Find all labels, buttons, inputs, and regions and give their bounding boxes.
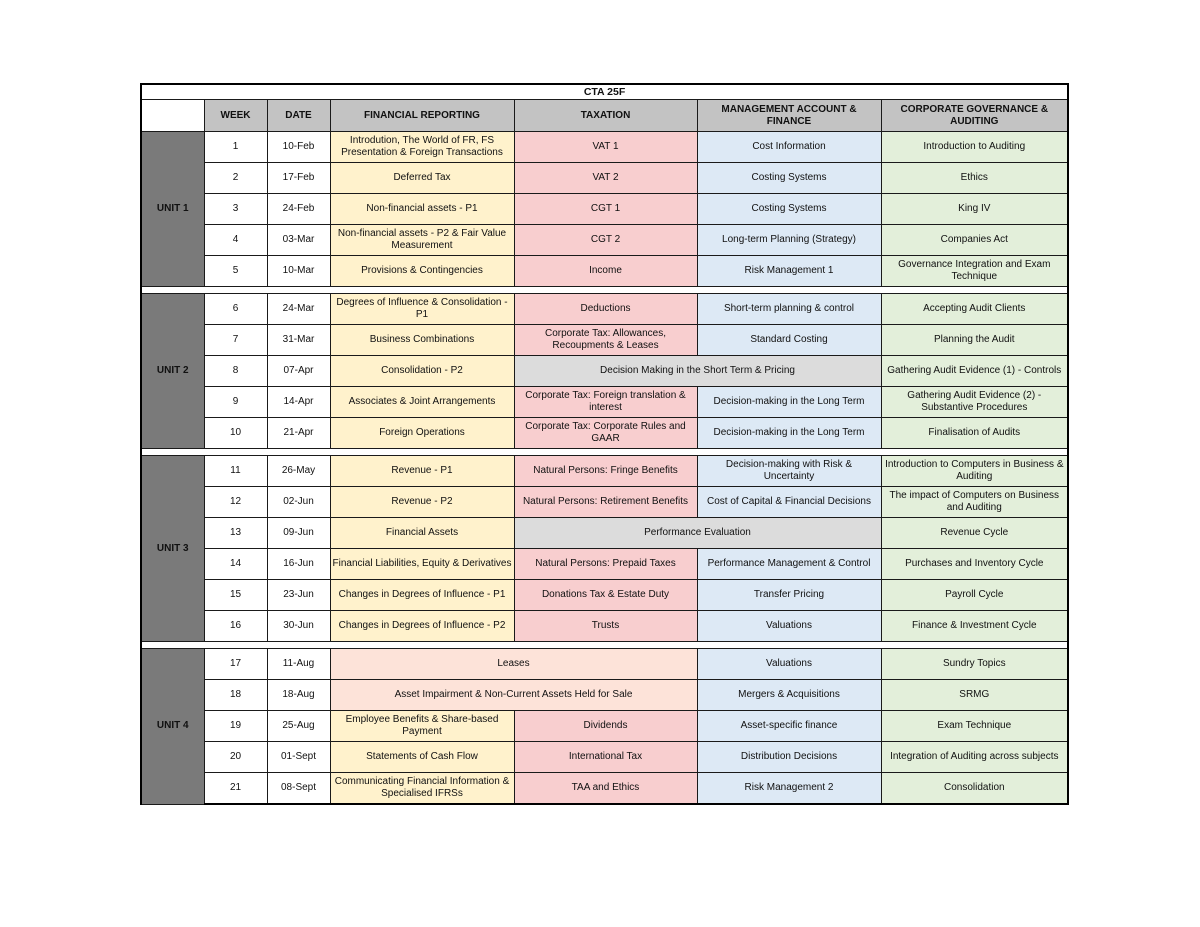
management-accounting-cell: Valuations <box>697 649 881 680</box>
date-cell: 26-May <box>267 456 330 487</box>
week-cell: 13 <box>204 518 267 549</box>
financial-reporting-cell: Employee Benefits & Share-based Payment <box>330 711 514 742</box>
taxation-cell: VAT 1 <box>514 132 697 163</box>
management-accounting-cell: Costing Systems <box>697 163 881 194</box>
financial-reporting-cell: Changes in Degrees of Influence - P1 <box>330 580 514 611</box>
unit-label: UNIT 3 <box>141 456 204 642</box>
header-management-accounting: MANAGEMENT ACCOUNT & FINANCE <box>697 100 881 132</box>
week-cell: 20 <box>204 742 267 773</box>
taxation-cell: Corporate Tax: Foreign translation & interest <box>514 387 697 418</box>
taxation-cell: Natural Persons: Prepaid Taxes <box>514 549 697 580</box>
date-cell: 02-Jun <box>267 487 330 518</box>
management-accounting-cell: Long-term Planning (Strategy) <box>697 225 881 256</box>
taxation-cell: Trusts <box>514 611 697 642</box>
week-cell: 6 <box>204 294 267 325</box>
table-row <box>141 649 1068 680</box>
management-accounting-cell: Valuations <box>697 611 881 642</box>
date-cell: 09-Jun <box>267 518 330 549</box>
financial-reporting-cell: Deferred Tax <box>330 163 514 194</box>
header-date: DATE <box>267 100 330 132</box>
week-cell: 1 <box>204 132 267 163</box>
unit-separator <box>141 642 1068 649</box>
financial-reporting-cell: Financial Liabilities, Equity & Derivatives <box>330 549 514 580</box>
management-accounting-cell: Cost of Capital & Financial Decisions <box>697 487 881 518</box>
table-row <box>141 580 1068 611</box>
corporate-governance-cell: Gathering Audit Evidence (2) - Substantive Procedures <box>881 387 1068 418</box>
week-cell: 11 <box>204 456 267 487</box>
management-accounting-cell: Risk Management 2 <box>697 773 881 805</box>
date-cell: 01-Sept <box>267 742 330 773</box>
separator-cell <box>141 642 1068 649</box>
management-accounting-cell: Transfer Pricing <box>697 580 881 611</box>
week-cell: 3 <box>204 194 267 225</box>
date-cell: 31-Mar <box>267 325 330 356</box>
date-cell: 10-Feb <box>267 132 330 163</box>
table-row <box>141 194 1068 225</box>
management-accounting-cell: Risk Management 1 <box>697 256 881 287</box>
corporate-governance-cell: Accepting Audit Clients <box>881 294 1068 325</box>
date-cell: 17-Feb <box>267 163 330 194</box>
separator-cell <box>141 287 1068 294</box>
week-cell: 12 <box>204 487 267 518</box>
management-accounting-cell: Costing Systems <box>697 194 881 225</box>
corporate-governance-cell: Introduction to Auditing <box>881 132 1068 163</box>
week-cell: 4 <box>204 225 267 256</box>
financial-reporting-cell: Degrees of Influence & Consolidation - P1 <box>330 294 514 325</box>
taxation-cell: Corporate Tax: Allowances, Recoupments & Leases <box>514 325 697 356</box>
unit-label: UNIT 1 <box>141 132 204 287</box>
financial-reporting-taxation-cell: Leases <box>330 649 697 680</box>
table-row <box>141 256 1068 287</box>
taxation-cell: Income <box>514 256 697 287</box>
management-accounting-cell: Cost Information <box>697 132 881 163</box>
date-cell: 24-Mar <box>267 294 330 325</box>
financial-reporting-cell: Consolidation - P2 <box>330 356 514 387</box>
taxation-cell: Corporate Tax: Corporate Rules and GAAR <box>514 418 697 449</box>
table-row <box>141 611 1068 642</box>
date-cell: 14-Apr <box>267 387 330 418</box>
taxation-cell: Natural Persons: Retirement Benefits <box>514 487 697 518</box>
week-cell: 21 <box>204 773 267 805</box>
week-cell: 16 <box>204 611 267 642</box>
week-cell: 19 <box>204 711 267 742</box>
date-cell: 16-Jun <box>267 549 330 580</box>
table-row <box>141 294 1068 325</box>
header-financial-reporting: FINANCIAL REPORTING <box>330 100 514 132</box>
management-accounting-cell: Standard Costing <box>697 325 881 356</box>
date-cell: 21-Apr <box>267 418 330 449</box>
unit-label: UNIT 4 <box>141 649 204 805</box>
financial-reporting-cell: Revenue - P2 <box>330 487 514 518</box>
corporate-governance-cell: Integration of Auditing across subjects <box>881 742 1068 773</box>
management-accounting-cell: Short-term planning & control <box>697 294 881 325</box>
management-accounting-cell: Asset-specific finance <box>697 711 881 742</box>
separator-cell <box>141 449 1068 456</box>
schedule-title: CTA 25F <box>141 84 1068 100</box>
table-row <box>141 387 1068 418</box>
table-row <box>141 518 1068 549</box>
taxation-management-accounting-cell: Performance Evaluation <box>514 518 881 549</box>
corporate-governance-cell: Planning the Audit <box>881 325 1068 356</box>
week-cell: 10 <box>204 418 267 449</box>
unit-separator <box>141 449 1068 456</box>
management-accounting-cell: Distribution Decisions <box>697 742 881 773</box>
date-cell: 10-Mar <box>267 256 330 287</box>
table-row <box>141 225 1068 256</box>
financial-reporting-cell: Introdution, The World of FR, FS Presentation & Foreign Transactions <box>330 132 514 163</box>
week-cell: 5 <box>204 256 267 287</box>
corporate-governance-cell: Finalisation of Audits <box>881 418 1068 449</box>
unit-separator <box>141 287 1068 294</box>
management-accounting-cell: Decision-making with Risk & Uncertainty <box>697 456 881 487</box>
financial-reporting-cell: Non-financial assets - P1 <box>330 194 514 225</box>
management-accounting-cell: Decision-making in the Long Term <box>697 418 881 449</box>
table-row <box>141 325 1068 356</box>
corporate-governance-cell: Consolidation <box>881 773 1068 805</box>
week-cell: 15 <box>204 580 267 611</box>
header-corporate-governance: CORPORATE GOVERNANCE & AUDITING <box>881 100 1068 132</box>
corporate-governance-cell: Introduction to Computers in Business & Auditing <box>881 456 1068 487</box>
week-cell: 2 <box>204 163 267 194</box>
taxation-cell: TAA and Ethics <box>514 773 697 805</box>
header-blank <box>141 100 204 132</box>
week-cell: 9 <box>204 387 267 418</box>
financial-reporting-cell: Communicating Financial Information & Specialised IFRSs <box>330 773 514 805</box>
financial-reporting-cell: Foreign Operations <box>330 418 514 449</box>
financial-reporting-cell: Associates & Joint Arrangements <box>330 387 514 418</box>
table-row <box>141 680 1068 711</box>
table-row <box>141 163 1068 194</box>
taxation-cell: VAT 2 <box>514 163 697 194</box>
title-row <box>141 84 1068 100</box>
financial-reporting-cell: Statements of Cash Flow <box>330 742 514 773</box>
week-cell: 8 <box>204 356 267 387</box>
taxation-cell: Deductions <box>514 294 697 325</box>
table-row <box>141 356 1068 387</box>
date-cell: 25-Aug <box>267 711 330 742</box>
taxation-management-accounting-cell: Decision Making in the Short Term & Pricing <box>514 356 881 387</box>
table-row <box>141 549 1068 580</box>
table-row <box>141 456 1068 487</box>
date-cell: 03-Mar <box>267 225 330 256</box>
corporate-governance-cell: Exam Technique <box>881 711 1068 742</box>
financial-reporting-cell: Changes in Degrees of Influence - P2 <box>330 611 514 642</box>
unit-label: UNIT 2 <box>141 294 204 449</box>
taxation-cell: CGT 2 <box>514 225 697 256</box>
date-cell: 24-Feb <box>267 194 330 225</box>
corporate-governance-cell: Gathering Audit Evidence (1) - Controls <box>881 356 1068 387</box>
taxation-cell: CGT 1 <box>514 194 697 225</box>
taxation-cell: Natural Persons: Fringe Benefits <box>514 456 697 487</box>
corporate-governance-cell: King IV <box>881 194 1068 225</box>
date-cell: 23-Jun <box>267 580 330 611</box>
corporate-governance-cell: Purchases and Inventory Cycle <box>881 549 1068 580</box>
date-cell: 30-Jun <box>267 611 330 642</box>
table-row <box>141 742 1068 773</box>
corporate-governance-cell: Sundry Topics <box>881 649 1068 680</box>
corporate-governance-cell: Payroll Cycle <box>881 580 1068 611</box>
table-row <box>141 487 1068 518</box>
table-row <box>141 418 1068 449</box>
header-week: WEEK <box>204 100 267 132</box>
date-cell: 07-Apr <box>267 356 330 387</box>
management-accounting-cell: Mergers & Acquisitions <box>697 680 881 711</box>
financial-reporting-cell: Revenue - P1 <box>330 456 514 487</box>
week-cell: 14 <box>204 549 267 580</box>
financial-reporting-cell: Provisions & Contingencies <box>330 256 514 287</box>
financial-reporting-cell: Non-financial assets - P2 & Fair Value Measurement <box>330 225 514 256</box>
corporate-governance-cell: SRMG <box>881 680 1068 711</box>
table-row <box>141 711 1068 742</box>
corporate-governance-cell: Companies Act <box>881 225 1068 256</box>
taxation-cell: International Tax <box>514 742 697 773</box>
date-cell: 18-Aug <box>267 680 330 711</box>
table-row <box>141 132 1068 163</box>
week-cell: 7 <box>204 325 267 356</box>
corporate-governance-cell: Ethics <box>881 163 1068 194</box>
date-cell: 11-Aug <box>267 649 330 680</box>
financial-reporting-cell: Financial Assets <box>330 518 514 549</box>
management-accounting-cell: Decision-making in the Long Term <box>697 387 881 418</box>
header-taxation: TAXATION <box>514 100 697 132</box>
financial-reporting-taxation-cell: Asset Impairment & Non-Current Assets Held for Sale <box>330 680 697 711</box>
taxation-cell: Donations Tax & Estate Duty <box>514 580 697 611</box>
management-accounting-cell: Performance Management & Control <box>697 549 881 580</box>
taxation-cell: Dividends <box>514 711 697 742</box>
week-cell: 18 <box>204 680 267 711</box>
date-cell: 08-Sept <box>267 773 330 805</box>
header-row <box>141 100 1068 132</box>
corporate-governance-cell: Finance & Investment Cycle <box>881 611 1068 642</box>
corporate-governance-cell: Revenue Cycle <box>881 518 1068 549</box>
table-row <box>141 773 1068 805</box>
week-cell: 17 <box>204 649 267 680</box>
schedule-table <box>140 83 1069 805</box>
corporate-governance-cell: The impact of Computers on Business and Auditing <box>881 487 1068 518</box>
corporate-governance-cell: Governance Integration and Exam Technique <box>881 256 1068 287</box>
financial-reporting-cell: Business Combinations <box>330 325 514 356</box>
